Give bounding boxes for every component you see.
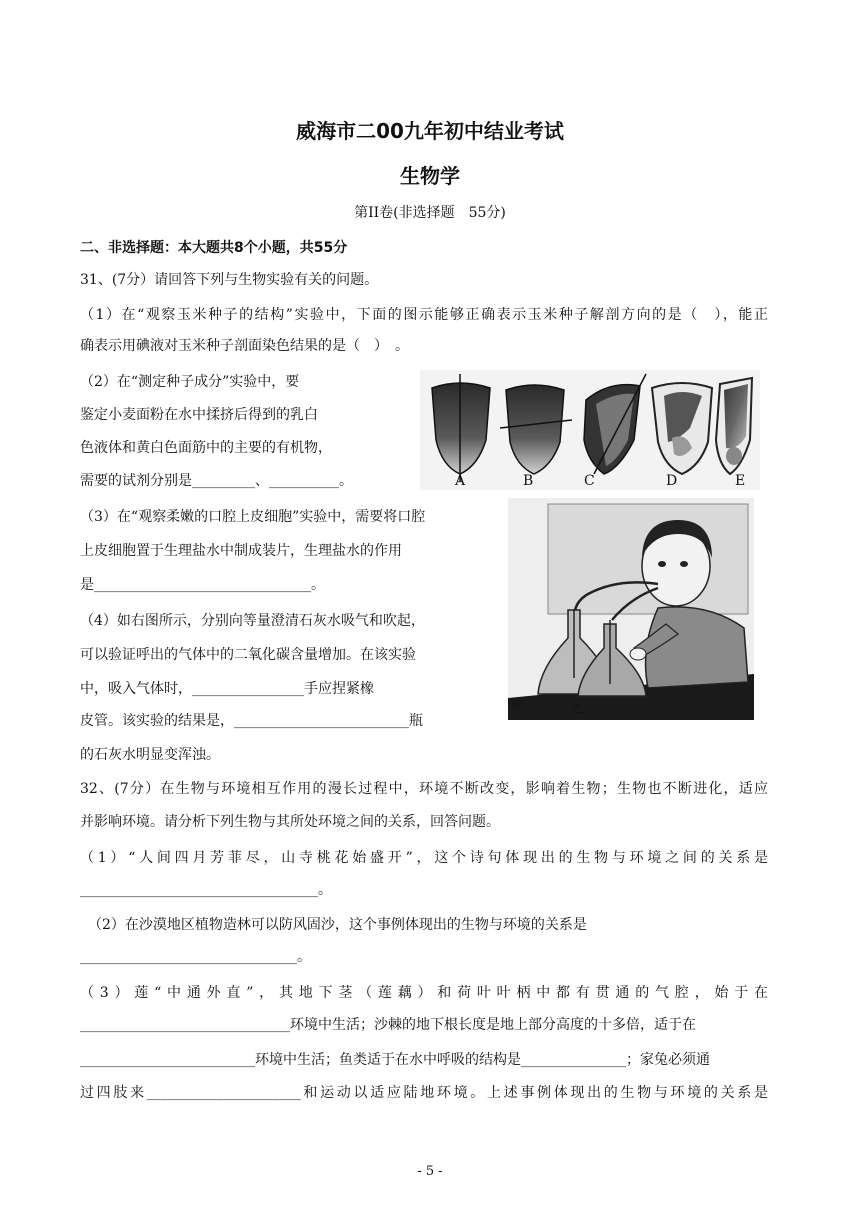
q32-part2-line2: _______________________________。 xyxy=(80,949,311,965)
q32-stem-line2: 并影响环境。请分析下列生物与其所处环境之间的关系，回答问题。 xyxy=(80,814,500,830)
q32-part3-line2: ______________________________环境中生活；沙棘的地下根长度是地上部分高度的十多倍，适于在 xyxy=(80,1017,696,1033)
q31-part3-line1: （3）在“观察柔嫩的口腔上皮细胞”实验中，需要将口腔 xyxy=(80,509,426,525)
section-heading: 二、非选择题：本大题共8个小题，共55分 xyxy=(80,240,348,256)
q31-part1-line1: （1）在“观察玉米种子的结构”实验中，下面的图示能够正确表示玉米种子解剖方向的是（ ），能正 xyxy=(80,307,768,323)
subject-title: 生物学 xyxy=(400,164,460,188)
q31-part3-line2: 上皮细胞置于生理盐水中制成装片，生理盐水的作用 xyxy=(80,543,402,559)
q32-part3-line1: （3）莲“中通外直”，其地下茎（莲藕）和荷叶叶柄中都有贯通的气腔，始于在 xyxy=(80,985,768,1001)
label-d: D xyxy=(666,473,678,489)
q31-part2-line4: 需要的试剂分别是_________、__________。 xyxy=(80,473,353,489)
q31-part4-line3: 中，吸入气体时，________________手应捏紧橡 xyxy=(80,681,374,697)
q31-part4-line2: 可以验证呼出的气体中的二氧化碳含量增加。在该实验 xyxy=(80,647,416,663)
exam-title: 威海市二00九年初中结业考试 xyxy=(296,119,564,143)
label-b: B xyxy=(523,473,534,489)
q31-part3-line3: 是_______________________________。 xyxy=(80,577,325,593)
label-a: A xyxy=(455,473,466,489)
q32-stem-line1: 32、(7分）在生物与环境相互作用的漫长过程中，环境不断改变，影响着生物；生物也不断进化，适应 xyxy=(80,781,768,797)
q31-part2-line1: （2）在“测定种子成分”实验中，要 xyxy=(80,374,300,390)
q32-part1-line1: （1）“人间四月芳菲尽，山寺桃花始盛开”，这个诗句体现出的生物与环境之间的关系是 xyxy=(80,850,768,866)
flask-jia-label: 甲 xyxy=(512,699,523,712)
q31-part2-line2: 鉴定小麦面粉在水中揉挤后得到的乳白 xyxy=(80,407,318,423)
q31-part4-line4: 皮管。该实验的结果是，_________________________瓶 xyxy=(80,713,423,729)
q31-part4-line5: 的石灰水明显变浑浊。 xyxy=(80,747,220,763)
volume-subtitle: 第II卷(非选择题 55分) xyxy=(354,205,506,221)
q31-part1-line2: 确表示用碘液对玉米种子剖面染色结果的是（ ） 。 xyxy=(80,338,409,354)
label-c: C xyxy=(584,473,595,489)
breathing-experiment-figure xyxy=(508,498,754,720)
q31-stem: 31、(7分）请回答下列与生物实验有关的问题。 xyxy=(80,272,379,288)
q32-part2-line1: （2）在沙漠地区植物造林可以防风固沙，这个事例体现出的生物与环境的关系是 xyxy=(88,917,587,933)
q32-part3-line4: 过四肢来______________________和运动以适应陆地环境。上述事例体现出的生物与环境的关系是 xyxy=(80,1085,768,1101)
label-e: E xyxy=(735,473,746,489)
q32-part3-line3: _________________________环境中生活；鱼类适于在水中呼吸的结构是_______________；家兔必须通 xyxy=(80,1052,710,1068)
q31-part4-line1: （4）如右图所示，分别向等量澄清石灰水吸气和吹起， xyxy=(80,613,425,629)
q32-part1-line2: __________________________________。 xyxy=(80,882,332,898)
q31-part2-line3: 色液体和黄白色面筋中的主要的有机物， xyxy=(80,440,332,456)
page-number: - 5 - xyxy=(417,1164,443,1179)
flask-yi-label: 乙 xyxy=(572,702,583,715)
